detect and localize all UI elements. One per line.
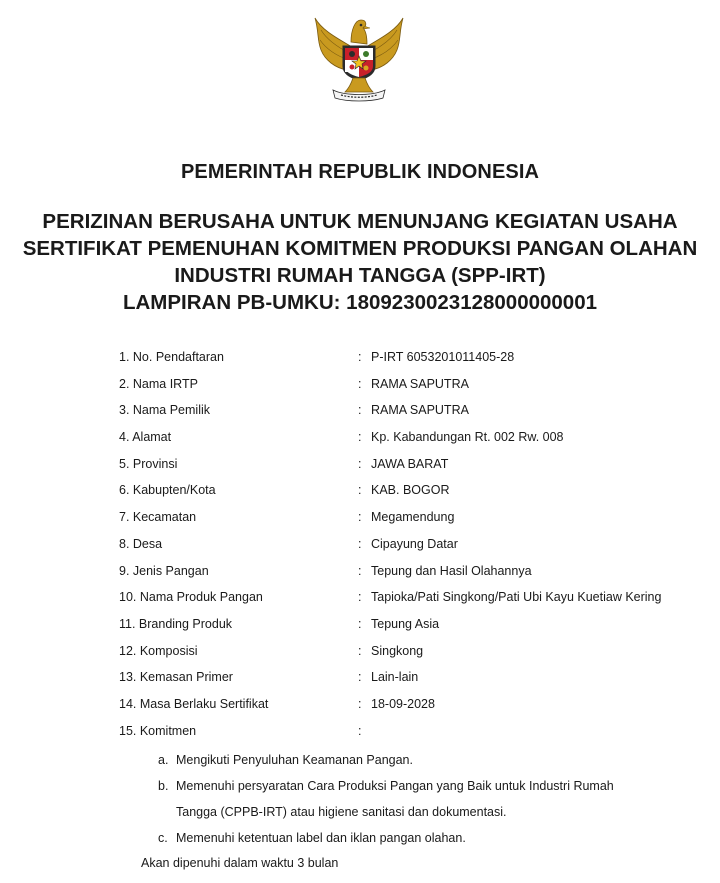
- field-row: [119, 402, 719, 429]
- field-colon: :: [358, 483, 362, 498]
- field-row: [119, 563, 719, 590]
- field-value: Tapioka/Pati Singkong/Pati Ubi Kayu Kuetiaw Kering: [371, 590, 662, 605]
- field-value: Cipayung Datar: [371, 536, 458, 551]
- field-colon: :: [358, 616, 362, 631]
- field-colon: :: [358, 536, 362, 551]
- field-value: RAMA SAPUTRA: [371, 403, 469, 418]
- field-label: 1. No. Pendaftaran: [119, 350, 224, 364]
- commitment-text: Mengikuti Penyuluhan Keamanan Pangan.: [176, 753, 413, 767]
- field-colon: :: [358, 403, 362, 418]
- field-row: [119, 669, 719, 696]
- field-row: [119, 429, 719, 456]
- field-colon: :: [358, 510, 362, 525]
- field-value: P-IRT 6053201011405-28: [371, 350, 515, 364]
- field-label: 3. Nama Pemilik: [119, 403, 210, 418]
- field-colon: :: [358, 430, 362, 445]
- field-label: 14. Masa Berlaku Sertifikat: [119, 696, 269, 711]
- field-value: Tepung Asia: [371, 616, 440, 631]
- field-label: 2. Nama IRTP: [119, 376, 198, 391]
- field-value: 18-09-2028: [371, 696, 435, 711]
- fulfillment-note: Akan dipenuhi dalam waktu 3 bulan: [141, 856, 339, 870]
- title-line: SERTIFIKAT PEMENUHAN KOMITMEN PRODUKSI PANGAN OLAHAN: [22, 237, 698, 260]
- lampiran-number: LAMPIRAN PB-UMKU: 1809230023128000000001: [122, 291, 598, 314]
- field-label: 5. Provinsi: [119, 456, 178, 471]
- field-colon: :: [358, 590, 362, 605]
- field-value: JAWA BARAT: [371, 456, 449, 471]
- title-line: PERIZINAN BERUSAHA UNTUK MENUNJANG KEGIATAN USAHA: [42, 210, 678, 233]
- field-label: 13. Kemasan Primer: [119, 670, 233, 685]
- field-row: [119, 482, 719, 509]
- field-label: 6. Kabupten/Kota: [119, 483, 216, 498]
- field-colon: :: [358, 670, 362, 685]
- commitment-text: Tangga (CPPB-IRT) atau higiene sanitasi dan dokumentasi.: [176, 805, 507, 819]
- commitment-letter: a.: [158, 753, 169, 767]
- field-label: 15. Komitmen: [119, 723, 197, 738]
- field-row: [119, 723, 719, 750]
- document-title: [0, 208, 720, 316]
- field-value: Kp. Kabandungan Rt. 002 Rw. 008: [371, 430, 564, 445]
- field-value: Lain-lain: [371, 670, 419, 685]
- commitment-text: Memenuhi ketentuan label dan iklan pangan olahan.: [176, 831, 466, 845]
- title-line: INDUSTRI RUMAH TANGGA (SPP-IRT): [174, 264, 546, 287]
- field-label: 11. Branding Produk: [119, 616, 233, 631]
- field-colon: :: [358, 350, 362, 364]
- field-row: [119, 349, 719, 376]
- government-title: PEMERINTAH REPUBLIK INDONESIA: [180, 161, 540, 183]
- field-value: RAMA SAPUTRA: [371, 376, 469, 391]
- field-row: [119, 376, 719, 403]
- field-colon: :: [358, 376, 362, 391]
- field-colon: :: [358, 456, 362, 471]
- field-colon: :: [358, 723, 362, 738]
- commitment-letter: b.: [158, 779, 169, 793]
- field-label: 10. Nama Produk Pangan: [119, 590, 263, 605]
- field-label: 8. Desa: [119, 536, 163, 551]
- field-row: [119, 456, 719, 483]
- field-row: [119, 696, 719, 723]
- field-row: [119, 643, 719, 670]
- field-label: 4. Alamat: [119, 430, 172, 445]
- field-value: Megamendung: [371, 510, 455, 525]
- field-value: KAB. BOGOR: [371, 483, 450, 498]
- garuda-emblem-icon: [311, 10, 407, 102]
- registration-details: [119, 349, 719, 749]
- field-label: 12. Komposisi: [119, 643, 198, 658]
- commitment-letter: c.: [158, 831, 168, 845]
- field-value: Tepung dan Hasil Olahannya: [371, 563, 532, 578]
- commitment-text: Memenuhi persyaratan Cara Produksi Pangan yang Baik untuk Industri Rumah: [176, 779, 614, 793]
- field-row: [119, 616, 719, 643]
- field-label: 7. Kecamatan: [119, 510, 197, 525]
- field-row: [119, 509, 719, 536]
- field-label: 9. Jenis Pangan: [119, 563, 209, 578]
- field-value: Singkong: [371, 643, 424, 658]
- field-row: [119, 536, 719, 563]
- field-colon: :: [358, 643, 362, 658]
- field-row: [119, 589, 719, 616]
- field-colon: :: [358, 563, 362, 578]
- field-colon: :: [358, 696, 362, 711]
